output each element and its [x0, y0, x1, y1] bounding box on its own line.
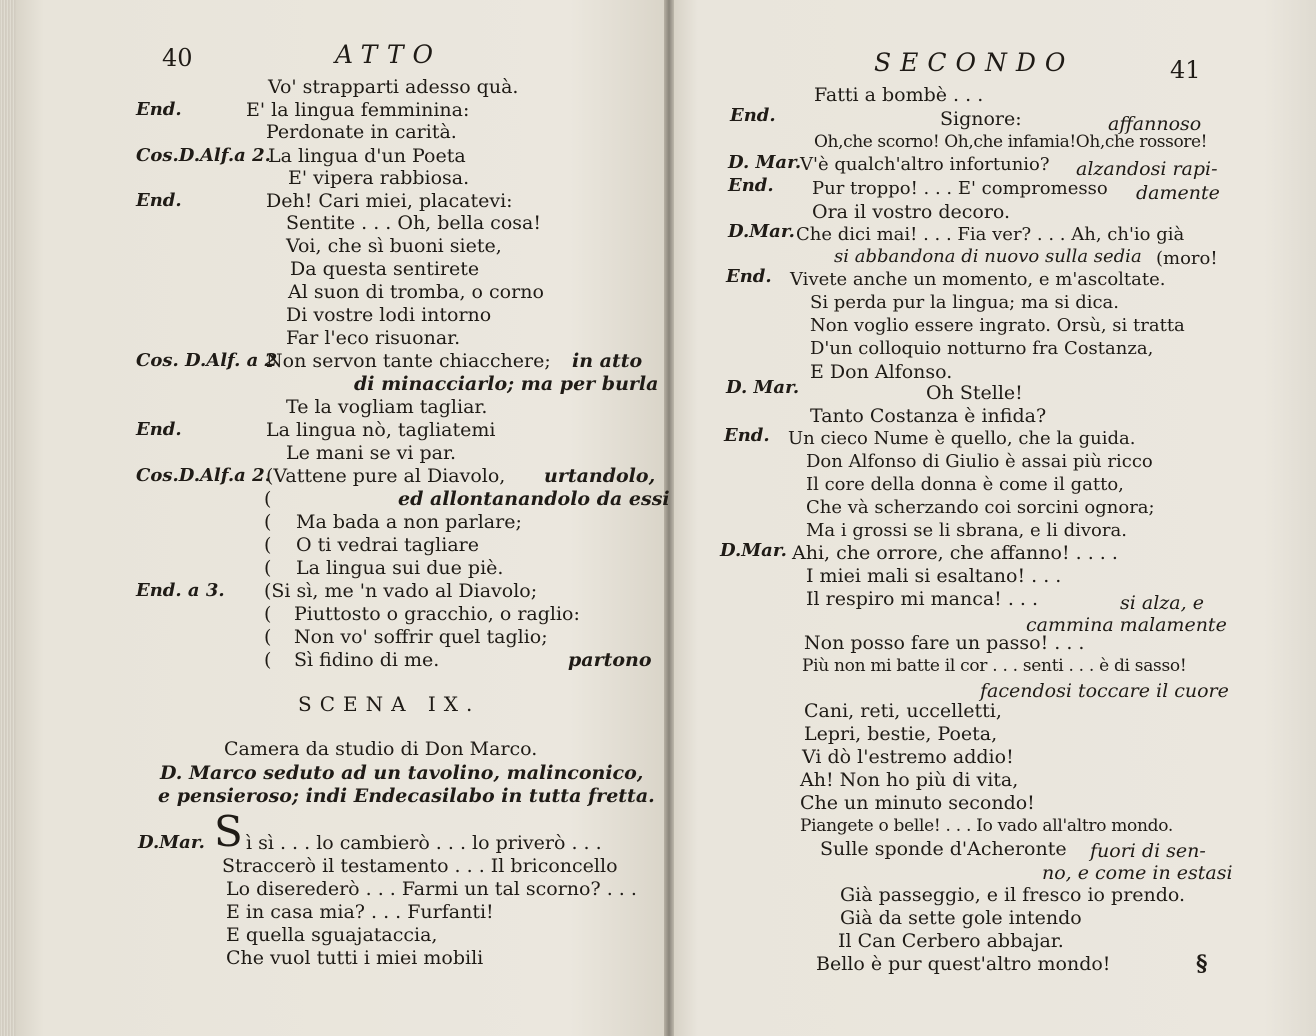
text-line: Voi, che sì buoni siete, [286, 235, 502, 257]
text-line: Oh Stelle! [926, 382, 1023, 404]
page-edges [0, 0, 16, 1036]
text-line: Non posso fare un passo! . . . [804, 632, 1085, 654]
text-line: E in casa mia? . . . Furfanti! [226, 901, 494, 923]
text-line: Sì fidino di me. [294, 649, 440, 671]
text-line: E quella sguajataccia, [226, 924, 438, 946]
catchword: § [1196, 951, 1208, 977]
drop-cap: S [214, 807, 243, 856]
text-line: Sulle sponde d'Acheronte [820, 838, 1067, 860]
text-line: D'un colloquio notturno fra Costanza, [810, 338, 1154, 359]
speaker: Cos.D.Alf.a 2. [136, 145, 271, 166]
right-running-head: SECONDO [874, 48, 1075, 77]
text-line: Fatti a bombè . . . [814, 84, 984, 106]
stage-direction: damente [1136, 182, 1220, 204]
speaker: End. [136, 190, 182, 211]
text-line: Non servon tante chiacchere; [266, 350, 551, 372]
text-line: Da questa sentirete [290, 258, 480, 280]
speaker: Cos.D.Alf.a 2. [136, 465, 271, 486]
text-line: Ahi, che orrore, che affanno! . . . . [792, 542, 1118, 564]
text-line: Don Alfonso di Giulio è assai più ricco [806, 451, 1153, 472]
text-line: Te la vogliam tagliar. [286, 396, 488, 418]
stage-direction: e pensieroso; indi Endecasilabo in tutta fretta. [158, 785, 655, 807]
stage-direction: in atto [572, 350, 643, 372]
text-line: Ma i grossi se li sbrana, e li divora. [806, 520, 1127, 541]
text-line: E Don Alfonso. [810, 361, 953, 383]
speaker: End. [730, 105, 776, 126]
bracket-mark: ( [264, 603, 272, 625]
text-line: Lo diserederò . . . Farmi un tal scorno? . . . [226, 878, 637, 900]
text-line: Vivete anche un momento, e m'ascoltate. [790, 269, 1166, 290]
text-line: Ah! Non ho più di vita, [800, 769, 1019, 791]
text-line: Deh! Cari miei, placatevi: [266, 190, 513, 212]
text-line: Vi dò l'estremo addio! [802, 746, 1014, 768]
speaker: End. a 3. [136, 580, 225, 601]
stage-direction: partono [568, 649, 652, 671]
text-line: Straccerò il testamento . . . Il briconcello [222, 855, 618, 877]
text-line: Non vo' soffrir quel taglio; [294, 626, 548, 648]
bracket-mark: ( [264, 488, 272, 510]
stage-direction: no, e come in estasi [1042, 862, 1233, 884]
speaker: Cos. D.Alf. a 2 [136, 350, 278, 371]
text-line: I miei mali si esaltano! . . . [806, 565, 1062, 587]
text-line: La lingua nò, tagliatemi [266, 419, 496, 441]
text-line: O ti vedrai tagliare [296, 534, 479, 556]
stage-direction: facendosi toccare il cuore [980, 680, 1229, 702]
text-line: Che và scherzando coi sorcini ognora; [806, 497, 1155, 518]
text-line: Ora il vostro decoro. [812, 201, 1011, 223]
speaker: End. [724, 425, 770, 446]
text-line: Far l'eco risuonar. [286, 327, 461, 349]
stage-direction: urtandolo, [544, 465, 656, 487]
text-line: Che un minuto secondo! [800, 792, 1035, 814]
text-line: Di vostre lodi intorno [286, 304, 492, 326]
scene-setting: Camera da studio di Don Marco. [224, 738, 538, 760]
text-line: Tanto Costanza è infida? [810, 405, 1047, 427]
speaker: D.Mar. [720, 540, 787, 561]
bracket-mark: ( [264, 534, 272, 556]
speaker: End. [726, 266, 772, 287]
text-line: ì sì . . . lo cambierò . . . lo priverò . . . [246, 832, 602, 854]
stage-direction: D. Marco seduto ad un tavolino, malinconico, [160, 762, 644, 784]
text-line: Perdonate in carità. [266, 121, 457, 143]
text-line: La lingua d'un Poeta [268, 145, 466, 167]
stage-direction: si alza, e [1120, 592, 1204, 614]
text-line: Già da sette gole intendo [840, 907, 1082, 929]
text-line: Si perda pur la lingua; ma si dica. [810, 292, 1120, 313]
text-line: E' la lingua femminina: [246, 99, 470, 121]
text-line: Signore: [940, 108, 1022, 130]
stage-direction: alzandosi rapi- [1076, 158, 1218, 180]
stage-direction: cammina malamente [1026, 614, 1227, 636]
text-line: Più non mi batte il cor . . . senti . . . è di sasso! [802, 656, 1187, 676]
bracket-mark: ( [264, 557, 272, 579]
speaker: D. Mar. [728, 152, 802, 173]
book-gutter [664, 0, 674, 1036]
left-running-head: ATTO [335, 40, 442, 69]
text-line: Cani, reti, uccelletti, [804, 700, 1002, 722]
speaker: D. Mar. [726, 377, 800, 398]
speaker: D.Mar. [138, 832, 205, 853]
text-line: Pur troppo! . . . E' compromesso [812, 178, 1108, 199]
text-line: Che vuol tutti i miei mobili [226, 947, 484, 969]
text-line: Non voglio essere ingrato. Orsù, si tratta [810, 315, 1185, 336]
stage-direction: si abbandona di nuovo sulla sedia [834, 246, 1142, 267]
text-line: Che dici mai! . . . Fia ver? . . . Ah, ch'io già [796, 224, 1185, 245]
text-line: Lepri, bestie, Poeta, [804, 723, 998, 745]
speaker: End. [136, 419, 182, 440]
speaker: End. [136, 99, 182, 120]
right-page-number: 41 [1170, 56, 1201, 84]
text-line: Bello è pur quest'altro mondo! [816, 953, 1111, 975]
speaker: End. [728, 175, 774, 196]
text-line: Sentite . . . Oh, bella cosa! [286, 212, 541, 234]
text-line: E' vipera rabbiosa. [288, 167, 470, 189]
stage-direction: ed allontanandolo da essi [398, 488, 670, 510]
text-line: Piuttosto o gracchio, o raglio: [294, 603, 580, 625]
text-line: Già passeggio, e il fresco io prendo. [840, 884, 1186, 906]
bracket-mark: ( [264, 511, 272, 533]
bracket-mark: ( [264, 626, 272, 648]
text-line: Il core della donna è come il gatto, [806, 474, 1124, 495]
text-line: Ma bada a non parlare; [296, 511, 522, 533]
text-line: Vo' strapparti adesso quà. [268, 76, 519, 98]
text-line: Il Can Cerbero abbajar. [838, 930, 1064, 952]
text-line: (Vattene pure al Diavolo, [266, 465, 506, 487]
text-line: Oh,che scorno! Oh,che infamia!Oh,che rossore! [814, 132, 1208, 152]
text-line: Piangete o belle! . . . Io vado all'altro mondo. [800, 816, 1173, 836]
text-line: (Si sì, me 'n vado al Diavolo; [264, 580, 538, 602]
text-line: Il respiro mi manca! . . . [806, 588, 1039, 610]
text-line: La lingua sui due piè. [296, 557, 504, 579]
left-page-number: 40 [162, 44, 193, 72]
text-line: Le mani se vi par. [286, 442, 457, 464]
bracket-mark: ( [264, 649, 272, 671]
text-line: Al suon di tromba, o corno [288, 281, 544, 303]
stage-direction: affannoso [1108, 113, 1202, 135]
stage-direction: fuori di sen- [1090, 840, 1206, 862]
speaker: D.Mar. [728, 221, 795, 242]
scene-title: SCENA IX. [298, 692, 481, 716]
text-line: Un cieco Nume è quello, che la guida. [788, 428, 1136, 449]
stage-direction: di minacciarlo; ma per burla [354, 373, 659, 395]
text-line: (moro! [1156, 248, 1218, 269]
text-line: V'è qualch'altro infortunio? [800, 154, 1050, 175]
